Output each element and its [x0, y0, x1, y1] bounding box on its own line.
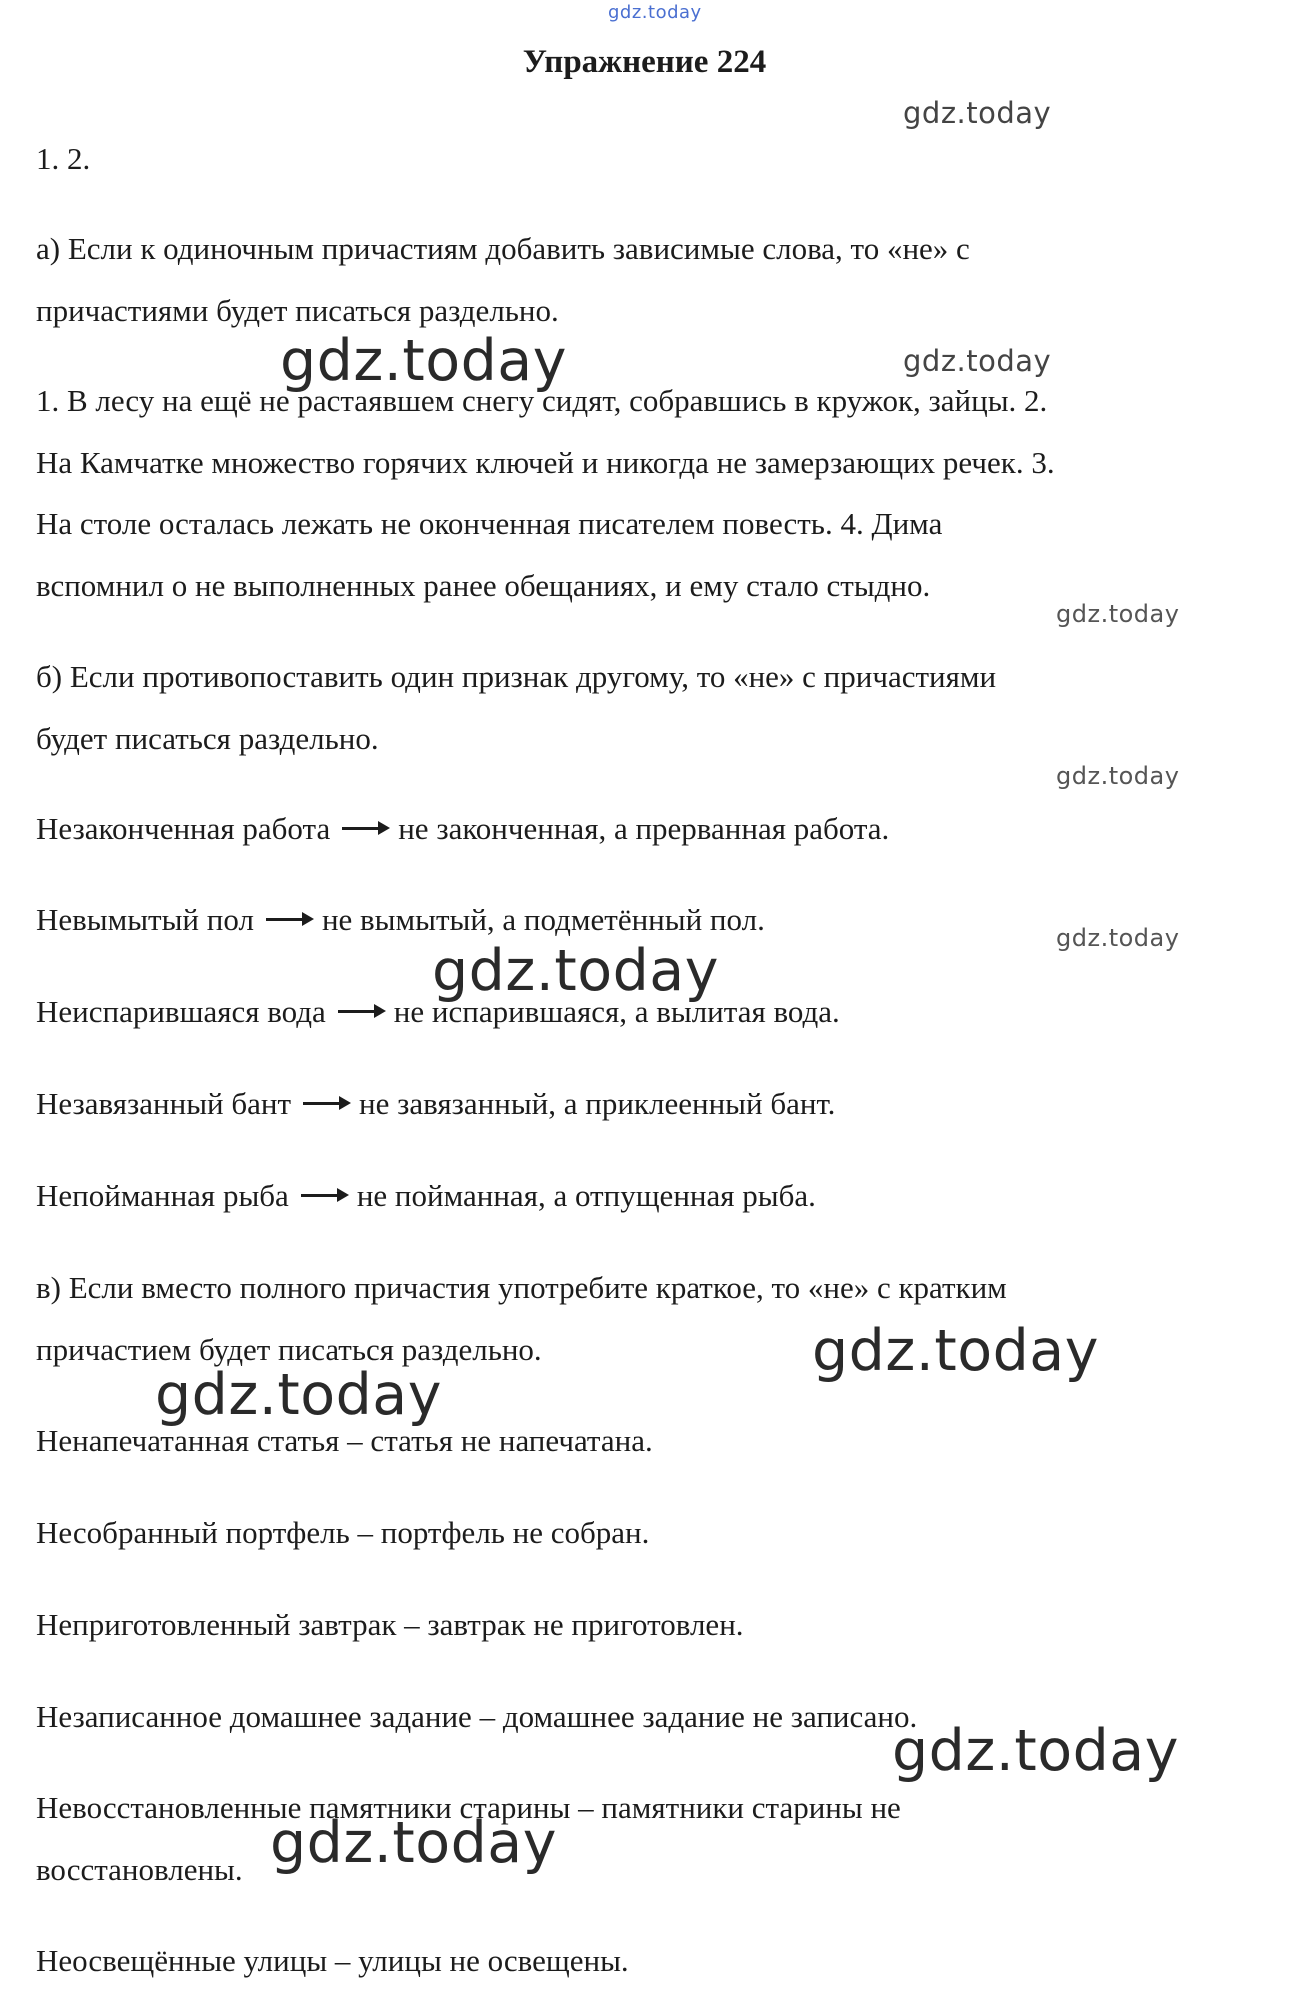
watermark: gdz.today: [1056, 762, 1180, 790]
watermark: gdz.today: [812, 1318, 1099, 1384]
arrow-right-icon: [301, 1194, 345, 1197]
pair-to: не законченная, а прерванная работа.: [398, 811, 890, 846]
pair-to: не вымытый, а подметённый пол.: [321, 902, 765, 937]
watermark: gdz.today: [155, 1362, 442, 1428]
pair-to: не завязанный, а приклеенный бант.: [359, 1086, 836, 1121]
pair-to: не пойманная, а отпущенная рыба.: [356, 1178, 816, 1213]
rule-b-line-2: будет писаться раздельно.: [36, 721, 379, 756]
watermark: gdz.today: [270, 1810, 557, 1876]
example-line: Несобранный портфель – портфель не собран.: [36, 1515, 650, 1550]
example-line: Ненапечатанная статья – статья не напечатана.: [36, 1423, 653, 1458]
arrow-right-icon: [342, 827, 386, 830]
watermark: gdz.today: [892, 1718, 1179, 1784]
arrow-right-icon: [303, 1102, 347, 1105]
watermark: gdz.today: [1056, 924, 1180, 952]
tasks-line: 1. 2.: [36, 141, 91, 176]
example-line: Неприготовленный завтрак – завтрак не приготовлен.: [36, 1607, 744, 1642]
example-line: Невосстановленные памятники старины – памятники старины не: [36, 1790, 901, 1825]
watermark: gdz.today: [903, 344, 1052, 378]
pair-row: [36, 798, 889, 860]
example-line: Неосвещённые улицы – улицы не освещены.: [36, 1943, 629, 1978]
watermark: gdz.today: [903, 96, 1052, 130]
rule-c-line-1: в) Если вместо полного причастия употребите краткое, то «не» с кратким: [36, 1270, 1007, 1305]
rule-b-line-1: б) Если противопоставить один признак другому, то «не» с причастиями: [36, 659, 997, 694]
watermark: gdz.today: [280, 328, 567, 394]
pair-from: Незаконченная работа: [36, 811, 331, 846]
pair-to: не испарившаяся, а вылитая вода.: [393, 994, 840, 1029]
page-title: Упражнение 224: [522, 44, 767, 80]
rule-a-line-1: а) Если к одиночным причастиям добавить зависимые слова, то «не» с: [36, 231, 970, 266]
pair-row: [36, 1073, 835, 1135]
sentence-line-1: 1. В лесу на ещё не растаявшем снегу сидят, собравшись в кружок, зайцы. 2.: [36, 383, 1048, 418]
sentence-line-3: На столе осталась лежать не оконченная писателем повесть. 4. Дима: [36, 506, 943, 541]
rule-c-line-2: причастием будет писаться раздельно.: [36, 1332, 542, 1367]
sentence-line-2: На Камчатке множество горячих ключей и никогда не замерзающих речек. 3.: [36, 445, 1055, 480]
watermark: gdz.today: [608, 2, 702, 23]
pair-row: [36, 889, 765, 951]
pair-from: Невымытый пол: [36, 902, 254, 937]
arrow-right-icon: [266, 918, 310, 921]
rule-a-line-2: причастиями будет писаться раздельно.: [36, 293, 559, 328]
watermark: gdz.today: [432, 938, 719, 1004]
example-line: Незаписанное домашнее задание – домашнее задание не записано.: [36, 1699, 918, 1734]
pair-row: [36, 1165, 816, 1227]
example-line: восстановлены.: [36, 1852, 243, 1887]
pair-from: Непойманная рыба: [36, 1178, 289, 1213]
sentence-line-4: вспомнил о не выполненных ранее обещаниях, и ему стало стыдно.: [36, 568, 931, 603]
watermark: gdz.today: [1056, 600, 1180, 628]
pair-row: [36, 981, 840, 1043]
arrow-right-icon: [338, 1010, 382, 1013]
pair-from: Неиспарившаяся вода: [36, 994, 326, 1029]
pair-from: Незавязанный бант: [36, 1086, 292, 1121]
